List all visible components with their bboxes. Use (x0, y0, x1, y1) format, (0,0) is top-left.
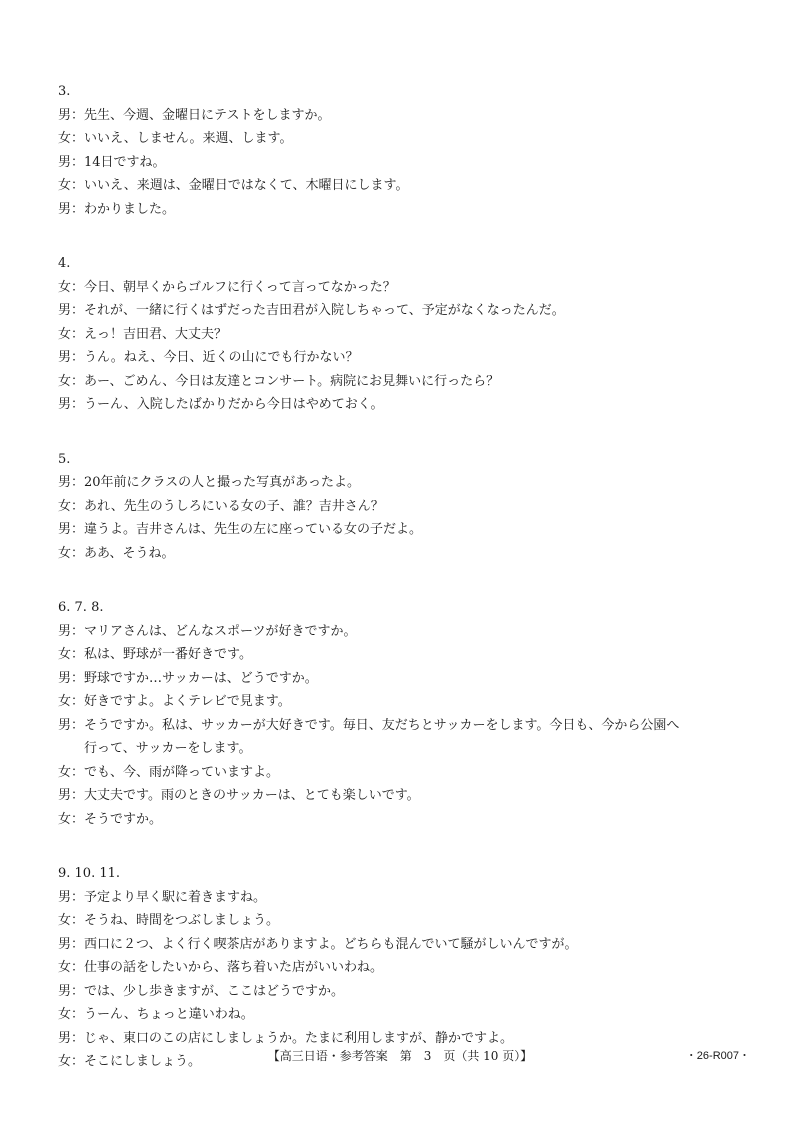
dialogue-line: 男：そうですか。私は、サッカーが大好きです。毎日、友だちとサッカーをします。今日も、今から公園へ (58, 717, 680, 733)
dialogue-line: 女：そこにしましょう。 (58, 1054, 202, 1069)
section-4 (58, 252, 758, 417)
footer-page-info: 【高三日语・参考答案 第 3 页（共 10 页）】 (267, 1049, 533, 1063)
dialogue-line: 男：じゃ、東口のこの店にしましょうか。たまに利用しますが、静かですよ。 (58, 1030, 514, 1046)
dialogue-line: 女：あー、ごめん、今日は友達とコンサート。病院にお見舞いに行ったら？ (58, 373, 500, 389)
dialogue-line: 女：そうですか。 (58, 811, 163, 827)
dialogue-line: 男：野球ですか…サッカーは、どうですか。 (58, 670, 318, 686)
section-9-10-11 (58, 862, 758, 1074)
dialogue-line: 女：あれ、先生のうしろにいる女の子、誰？吉井さん？ (58, 498, 384, 514)
dialogue-line: 男：マリアさんは、どんなスポーツが好きですか。 (58, 623, 357, 639)
dialogue-line: 男：それが、一緒に行くはずだった吉田君が入院しちゃって、予定がなくなったんだ。 (58, 303, 565, 318)
section-number: 3. (58, 84, 71, 99)
section-number: 4. (58, 256, 71, 271)
dialogue-line: 男：大丈夫です。雨のときのサッカーは、とても楽しいです。 (58, 788, 420, 803)
dialogue-line: 男：先生、今週、金曜日にテストをしますか。 (58, 107, 331, 123)
dialogue-line: 女：そうね、時間をつぶしましょう。 (58, 913, 280, 928)
dialogue-line: 女：今日、朝早くからゴルフに行くって言ってなかった？ (58, 279, 396, 295)
dialogue-line: 女：うーん、ちょっと違いわね。 (58, 1007, 254, 1022)
section-3 (58, 80, 758, 221)
page-footer (0, 1047, 800, 1067)
section-number: 9. 10. 11. (58, 866, 121, 881)
dialogue-line-continuation: 行って、サッカーをします。 (84, 741, 252, 756)
dialogue-line: 女：ああ、そうね。 (58, 545, 175, 561)
dialogue-line: 男：予定より早く駅に着きますね。 (58, 889, 267, 905)
dialogue-line: 男：違うよ。吉井さんは、先生の左に座っている女の子だよ。 (58, 522, 423, 537)
section-number: 6. 7. 8. (58, 600, 104, 615)
section-6-7-8 (58, 596, 758, 831)
dialogue-line: 男：では、少し歩きますが、ここはどうですか。 (58, 983, 345, 999)
dialogue-line: 男：うん。ねえ、今日、近くの山にでも行かない？ (58, 350, 359, 365)
dialogue-line: 女：えっ！吉田君、大丈夫？ (58, 326, 228, 342)
dialogue-line: 女：好きですよ。よくテレビで見ます。 (58, 694, 291, 709)
dialogue-line: 女：いいえ、来週は、金曜日ではなくて、木曜日にします。 (58, 178, 409, 193)
page-content (58, 80, 758, 1105)
section-5 (58, 448, 758, 566)
section-number: 5. (58, 451, 71, 467)
footer-document-code: ・26-R007・ (685, 1050, 750, 1062)
dialogue-line: 男：うーん、入院したばかりだから今日はやめておく。 (58, 397, 384, 412)
dialogue-line: 女：でも、今、雨が降っていますよ。 (58, 764, 280, 780)
dialogue-line: 男：14日ですね。 (58, 154, 166, 170)
dialogue-line: 女：仕事の話をしたいから、落ち着いた店がいいわね。 (58, 960, 384, 975)
dialogue-line: 女：いいえ、しません。来週、します。 (58, 131, 293, 146)
dialogue-line: 男：西口に２つ、よく行く喫茶店がありますよ。どちらも混んでいて騒がしいんですが。 (58, 936, 578, 952)
dialogue-line: 女：私は、野球が一番好きです。 (58, 647, 252, 662)
dialogue-line: 男：わかりました。 (58, 201, 176, 217)
dialogue-line: 男：20年前にクラスの人と撮った写真があったよ。 (58, 475, 361, 490)
